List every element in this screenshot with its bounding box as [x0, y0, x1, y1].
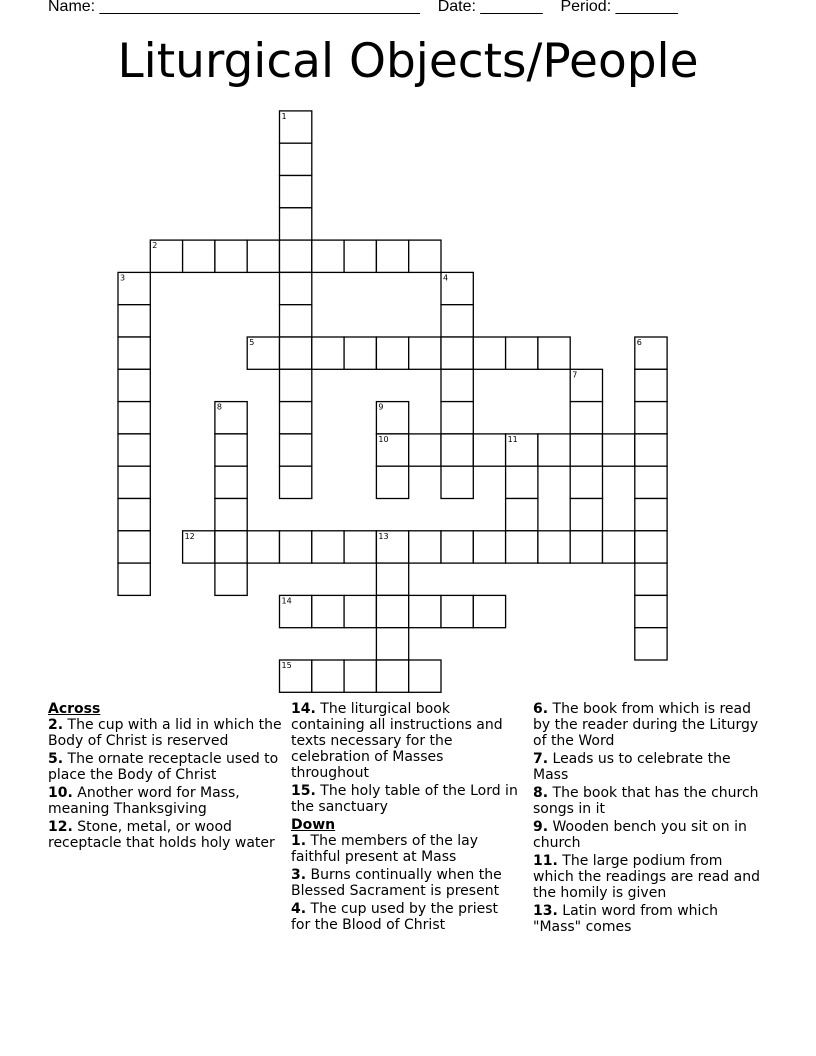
grid-cell[interactable] — [376, 628, 408, 660]
clue-down-9 — [533, 819, 763, 851]
grid-cell[interactable] — [603, 531, 635, 563]
clue-down-8 — [533, 785, 763, 817]
grid-cell[interactable] — [506, 531, 538, 563]
grid-cell[interactable] — [312, 337, 344, 369]
grid-cell[interactable] — [473, 531, 505, 563]
grid-cell[interactable] — [118, 337, 150, 369]
clue-across-14 — [291, 701, 519, 781]
clue-across-5 — [48, 751, 284, 783]
across-heading: Across — [48, 701, 101, 717]
clue-text: The cup with a lid in which the Body of Christ is reserved — [48, 717, 282, 749]
clue-across-2 — [48, 717, 284, 749]
grid-cell[interactable] — [280, 176, 312, 208]
clue-down-3 — [291, 867, 519, 899]
clue-number: 10. — [48, 785, 73, 801]
grid-cell[interactable] — [441, 337, 473, 369]
clue-down-6 — [533, 701, 763, 749]
grid-cell[interactable] — [247, 240, 279, 272]
grid-cell[interactable] — [280, 369, 312, 401]
grid-cell[interactable] — [506, 337, 538, 369]
grid-cell[interactable] — [409, 660, 441, 692]
down-heading: Down — [291, 817, 336, 833]
clue-text: The book from which is read by the reader during the Liturgy of the Word — [533, 701, 759, 749]
clue-number: 2. — [48, 717, 64, 733]
clue-text: The holy table of the Lord in the sanctuary — [291, 783, 518, 815]
grid-cell[interactable] — [441, 305, 473, 337]
grid-cell[interactable] — [635, 595, 667, 627]
clue-number: 14. — [291, 701, 316, 717]
grid-cell[interactable] — [441, 369, 473, 401]
cell-number: 9 — [378, 402, 384, 412]
clue-number: 8. — [533, 785, 549, 801]
grid-cell[interactable] — [376, 595, 408, 627]
clue-down-13 — [533, 903, 763, 935]
grid-cell[interactable] — [635, 402, 667, 434]
cell-number: 8 — [216, 402, 222, 412]
clue-across-12 — [48, 819, 284, 851]
grid-cell[interactable] — [215, 563, 247, 595]
cell-number: 3 — [120, 273, 126, 283]
grid-cell[interactable] — [344, 531, 376, 563]
cell-number: 7 — [572, 370, 578, 380]
grid-cell[interactable] — [603, 434, 635, 466]
grid-cell[interactable] — [635, 499, 667, 531]
cell-number: 6 — [636, 338, 642, 347]
cell-number: 15 — [281, 661, 292, 670]
grid-cell[interactable] — [118, 369, 150, 401]
grid-cell[interactable] — [506, 499, 538, 531]
grid-cell[interactable] — [409, 240, 441, 272]
clue-number: 11. — [533, 853, 558, 869]
clue-text: The liturgical book containing all instructions and texts necessary for the celebration of Masses throughout — [291, 701, 503, 781]
grid-cell[interactable] — [538, 531, 570, 563]
grid-cell[interactable] — [376, 337, 408, 369]
clue-text: Leads us to celebrate the Mass — [533, 751, 731, 783]
clue-down-7 — [533, 751, 763, 783]
cell-number: 10 — [378, 434, 389, 444]
clues-column-3 — [533, 701, 763, 937]
grid-cell[interactable] — [570, 499, 602, 531]
grid-cell[interactable] — [118, 531, 150, 563]
grid-cell[interactable] — [570, 402, 602, 434]
grid-cell[interactable] — [312, 660, 344, 692]
grid-cell[interactable] — [312, 595, 344, 627]
clue-text: Stone, metal, or wood receptacle that holds holy water — [48, 819, 275, 851]
grid-cell[interactable] — [570, 466, 602, 498]
grid-cell[interactable] — [441, 402, 473, 434]
clue-text: Latin word from which "Mass" comes — [533, 903, 719, 935]
grid-cell[interactable] — [538, 434, 570, 466]
clue-number: 1. — [291, 833, 307, 849]
grid-cell[interactable] — [280, 531, 312, 563]
cell-number: 2 — [152, 241, 158, 251]
grid-cell[interactable] — [312, 240, 344, 272]
clue-across-15 — [291, 783, 519, 815]
grid-cell[interactable] — [280, 208, 312, 240]
clue-text: Wooden bench you sit on in church — [533, 819, 747, 851]
grid-cell[interactable] — [441, 434, 473, 466]
grid-cell[interactable] — [247, 531, 279, 563]
clue-number: 6. — [533, 701, 549, 717]
page-title: Liturgical Objects/People — [117, 34, 699, 89]
grid-cell[interactable] — [441, 466, 473, 498]
grid-cell[interactable] — [215, 466, 247, 498]
grid-cell[interactable] — [344, 660, 376, 692]
grid-cell[interactable] — [473, 595, 505, 627]
clue-across-10 — [48, 785, 284, 817]
grid-cell[interactable] — [118, 466, 150, 498]
grid-cell[interactable] — [635, 434, 667, 466]
cell-number: 13 — [378, 531, 389, 541]
grid-cell[interactable] — [635, 628, 667, 660]
grid-cell[interactable] — [376, 660, 408, 692]
clue-text: The cup used by the priest for the Blood of Christ — [291, 901, 499, 933]
cell-number: 12 — [184, 531, 195, 541]
clue-text: Burns continually when the Blessed Sacrament is present — [291, 867, 502, 899]
grid-cell[interactable] — [376, 240, 408, 272]
grid-cell[interactable] — [635, 563, 667, 595]
cell-number: 11 — [507, 434, 518, 444]
grid-cell[interactable] — [280, 240, 312, 272]
cell-number: 4 — [443, 273, 449, 283]
grid-cell[interactable] — [183, 240, 215, 272]
clue-down-4 — [291, 901, 519, 933]
grid-cell[interactable] — [312, 531, 344, 563]
grid-cell[interactable] — [538, 337, 570, 369]
grid-cell[interactable] — [441, 595, 473, 627]
grid-cell[interactable] — [409, 337, 441, 369]
clues-column-2 — [291, 701, 519, 935]
grid-cell[interactable] — [376, 563, 408, 595]
grid-cell[interactable] — [215, 499, 247, 531]
cell-number: 1 — [281, 111, 287, 121]
cell-number: 14 — [281, 596, 292, 606]
grid-cell[interactable] — [473, 337, 505, 369]
grid-cell[interactable] — [118, 434, 150, 466]
clue-number: 13. — [533, 903, 558, 919]
grid-cell[interactable] — [473, 434, 505, 466]
grid-cell[interactable] — [635, 369, 667, 401]
clue-text: The members of the lay faithful present at Mass — [291, 833, 479, 865]
grid-cell[interactable] — [506, 466, 538, 498]
grid-cell[interactable] — [441, 531, 473, 563]
grid-cell[interactable] — [215, 240, 247, 272]
grid-cell[interactable] — [280, 305, 312, 337]
grid-cell[interactable] — [344, 595, 376, 627]
grid-cell[interactable] — [118, 305, 150, 337]
clue-number: 7. — [533, 751, 549, 767]
clue-text: The ornate receptacle used to place the Body of Christ — [48, 751, 279, 783]
student-info-line: Name: ____________________________________ Date: _______ Period: _______ — [48, 0, 678, 15]
clues-column-1 — [48, 701, 284, 853]
grid-cell[interactable] — [570, 531, 602, 563]
grid-cell[interactable] — [635, 466, 667, 498]
clue-number: 4. — [291, 901, 307, 917]
clue-down-1 — [291, 833, 519, 865]
cell-number: 5 — [249, 338, 255, 347]
grid-cell[interactable] — [215, 531, 247, 563]
grid-cell[interactable] — [570, 434, 602, 466]
grid-cell[interactable] — [118, 563, 150, 595]
grid-cell[interactable] — [409, 595, 441, 627]
grid-cell[interactable] — [280, 272, 312, 304]
grid-cell[interactable] — [280, 402, 312, 434]
clue-text: The large podium from which the readings are read and the homily is given — [533, 853, 760, 901]
grid-cell[interactable] — [344, 337, 376, 369]
grid-cell[interactable] — [215, 434, 247, 466]
clue-down-11 — [533, 853, 763, 901]
clue-number: 12. — [48, 819, 73, 835]
clue-text: Another word for Mass, meaning Thanksgiving — [48, 785, 240, 817]
grid-cell[interactable] — [409, 434, 441, 466]
grid-cell[interactable] — [376, 466, 408, 498]
clue-text: The book that has the church songs in it — [533, 785, 759, 817]
grid-cell[interactable] — [280, 434, 312, 466]
grid-cell[interactable] — [635, 531, 667, 563]
grid-cell[interactable] — [118, 499, 150, 531]
grid-cell[interactable] — [118, 402, 150, 434]
clue-number: 15. — [291, 783, 316, 799]
grid-cell[interactable] — [409, 531, 441, 563]
grid-cell[interactable] — [280, 337, 312, 369]
grid-cell[interactable] — [344, 240, 376, 272]
clue-number: 9. — [533, 819, 549, 835]
grid-cell[interactable] — [280, 466, 312, 498]
clue-number: 5. — [48, 751, 64, 767]
grid-cell[interactable] — [280, 143, 312, 175]
clue-number: 3. — [291, 867, 307, 883]
